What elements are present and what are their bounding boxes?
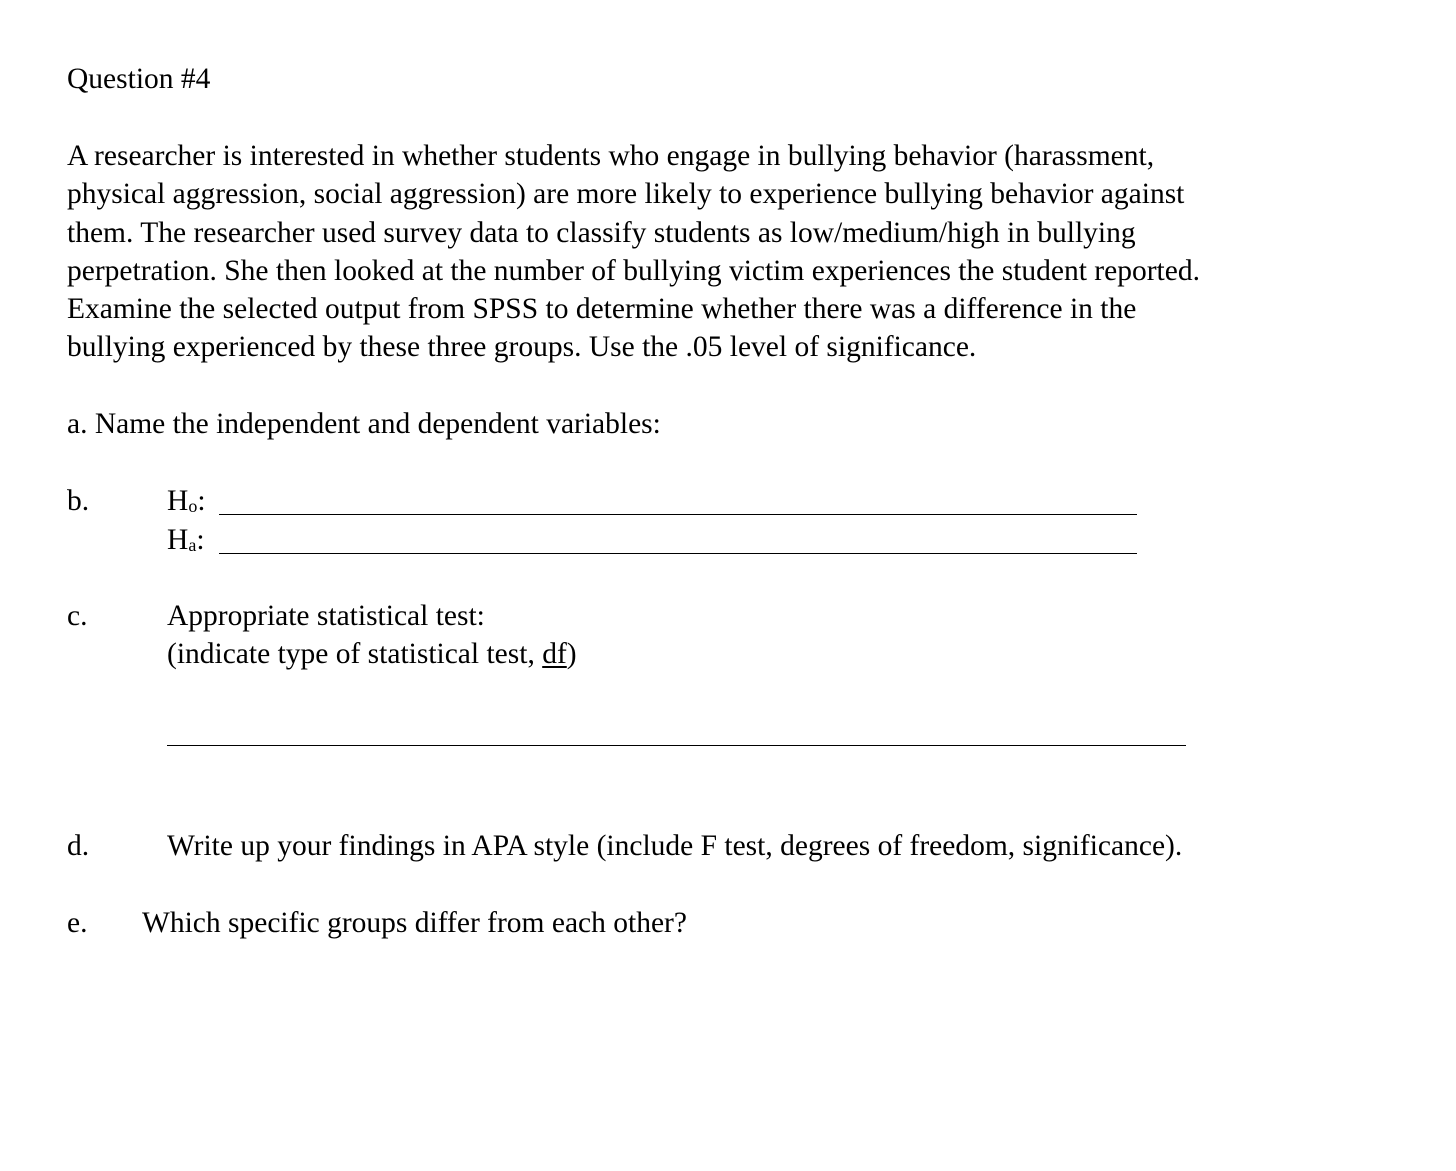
- ha-colon: :: [196, 524, 205, 556]
- statistical-test-blank[interactable]: [167, 745, 1186, 746]
- ha-subscript: a: [188, 535, 197, 555]
- intro-line: Examine the selected output from SPSS to determine whether there was a difference in the: [67, 293, 1137, 326]
- df-underlined: df: [542, 638, 567, 670]
- part-e-marker: e.: [67, 907, 88, 939]
- intro-line: perpetration. She then looked at the number of bullying victim experiences the student reported.: [67, 254, 1200, 287]
- intro-line: bullying experienced by these three groups. Use the .05 level of significance.: [67, 331, 977, 364]
- part-b-marker: b.: [67, 485, 90, 517]
- null-hypothesis-blank[interactable]: [219, 514, 1137, 515]
- part-c-instruction-prefix: (indicate type of statistical test,: [167, 638, 543, 670]
- part-a-prompt: a. Name the independent and dependent variables:: [67, 408, 661, 440]
- part-e-prompt: Which specific groups differ from each other?: [142, 907, 687, 939]
- null-hypothesis-label: [167, 482, 206, 523]
- part-d-marker: d.: [67, 830, 90, 862]
- h0-letter: H: [167, 485, 189, 517]
- intro-line: physical aggression, social aggression) are more likely to experience bullying behavior against: [67, 178, 1185, 211]
- intro-line: them. The researcher used survey data to classify students as low/medium/high in bullying: [67, 216, 1136, 249]
- alternative-hypothesis-label: [167, 521, 205, 562]
- part-c-marker: c.: [67, 600, 88, 632]
- question-intro-paragraph: [67, 137, 1387, 367]
- question-title: Question #4: [67, 63, 211, 95]
- part-d-prompt: Write up your findings in APA style (include F test, degrees of freedom, significance).: [167, 830, 1183, 862]
- intro-line: A researcher is interested in whether students who engage in bullying behavior (harassment,: [67, 140, 1155, 172]
- part-c-instruction-suffix: ): [566, 638, 577, 670]
- h0-colon: :: [197, 485, 206, 517]
- alternative-hypothesis-blank[interactable]: [219, 553, 1137, 554]
- part-c-instruction: [167, 635, 577, 673]
- ha-letter: H: [167, 524, 189, 556]
- part-c-prompt: Appropriate statistical test:: [167, 600, 485, 632]
- h0-subscript: o: [188, 496, 198, 516]
